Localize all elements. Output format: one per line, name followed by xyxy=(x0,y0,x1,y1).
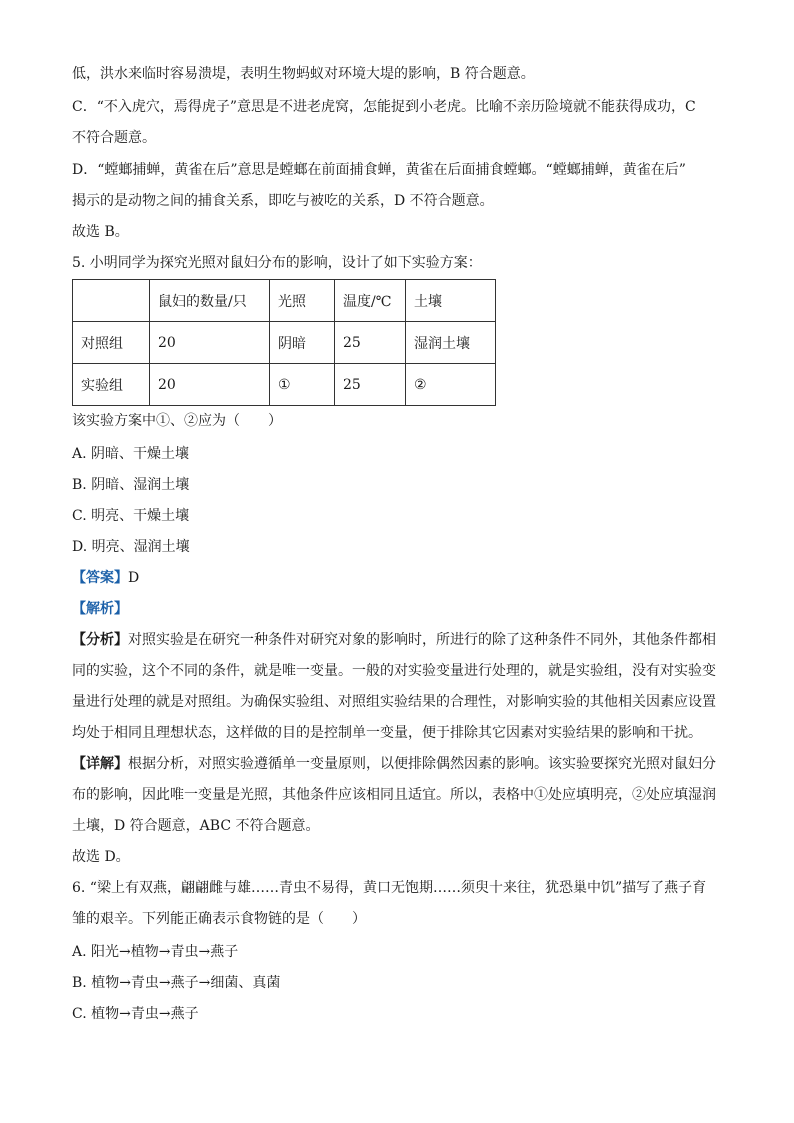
option-b: B. 阴暗、湿润土壤 xyxy=(72,477,190,493)
paragraph-line: 同的实验，这个不同的条件，就是唯一变量。一般的对实验变量进行处理的，就是实验组，没有对实验变 xyxy=(72,663,716,679)
table-cell: 实验组 xyxy=(73,364,150,406)
experiment-table xyxy=(72,279,496,406)
table-cell: 对照组 xyxy=(73,322,150,364)
table-header-cell: 温度/℃ xyxy=(335,280,406,322)
paragraph-line: 低，洪水来临时容易溃堤，表明生物蚂蚁对环境大堤的影响，B 符合题意。 xyxy=(72,66,535,82)
question-5-prompt: 该实验方案中①、②应为（ ） xyxy=(72,413,282,429)
fenxi-label: 【分析】 xyxy=(72,632,128,648)
option-c: C. 明亮、干燥土壤 xyxy=(72,508,190,524)
table-row xyxy=(73,364,496,406)
xiangjie-text: 根据分析，对照实验遵循单一变量原则，以便排除偶然因素的影响。该实验要探究光照对鼠妇分 xyxy=(128,756,716,772)
option-d: D. 明亮、湿润土壤 xyxy=(72,539,190,555)
table-cell: ① xyxy=(270,364,335,406)
table-header-cell: 土壤 xyxy=(406,280,496,322)
paragraph-line: 不符合题意。 xyxy=(72,130,156,146)
option-c: C. 植物→青虫→燕子 xyxy=(72,1006,199,1022)
table-header-row xyxy=(73,280,496,322)
table-cell: 20 xyxy=(150,364,270,406)
analysis-heading xyxy=(72,599,732,619)
question-6-stem-cont: 雏的艰辛。下列能正确表示食物链的是（ ） xyxy=(72,911,366,927)
table-cell: 阴暗 xyxy=(270,322,335,364)
table-cell: 20 xyxy=(150,322,270,364)
fenxi-line xyxy=(72,630,732,650)
option-c-explanation: C．“不入虎穴，焉得虎子”意思是不进老虎窝，怎能捉到小老虎。比喻不亲历险境就不能获得成功，C xyxy=(72,99,696,115)
table-header-cell: 光照 xyxy=(270,280,335,322)
xiangjie-label: 【详解】 xyxy=(72,756,128,772)
question-6-stem: 6. “梁上有双燕，翩翩雌与雄……青虫不易得，黄口无饱期……须臾十来往，犹恐巢中饥”描写了燕子育 xyxy=(72,880,707,896)
answer-line xyxy=(72,568,732,588)
table-cell: 25 xyxy=(335,322,406,364)
option-a: A. 阳光→植物→青虫→燕子 xyxy=(72,944,239,960)
analysis-label: 【解析】 xyxy=(72,601,128,617)
table-header-cell: 鼠妇的数量/只 xyxy=(150,280,270,322)
paragraph-line: 土壤，D 符合题意，ABC 不符合题意。 xyxy=(72,818,320,834)
table-header-cell xyxy=(73,280,150,322)
table-cell: ② xyxy=(406,364,496,406)
table-cell: 湿润土壤 xyxy=(406,322,496,364)
paragraph-line: 布的影响，因此唯一变量是光照，其他条件应该相同且适宜。所以，表格中①处应填明亮，②处应填湿润 xyxy=(72,787,716,803)
paragraph-line: 量进行处理的就是对照组。为确保实验组、对照组实验结果的合理性，对影响实验的其他相关因素应设置 xyxy=(72,694,716,710)
conclusion-line: 故选 D。 xyxy=(72,849,130,865)
xiangjie-line xyxy=(72,754,732,774)
question-5-stem: 5. 小明同学为探究光照对鼠妇分布的影响，设计了如下实验方案： xyxy=(72,255,482,271)
fenxi-text: 对照实验是在研究一种条件对研究对象的影响时，所进行的除了这种条件不同外，其他条件都相 xyxy=(128,632,716,648)
answer-label: 【答案】 xyxy=(72,570,128,586)
paragraph-line: 均处于相同且理想状态，这样做的目的是控制单一变量，便于排除其它因素对实验结果的影响和干扰。 xyxy=(72,725,702,741)
table-cell: 25 xyxy=(335,364,406,406)
option-a: A. 阴暗、干燥土壤 xyxy=(72,446,190,462)
paragraph-line: 揭示的是动物之间的捕食关系，即吃与被吃的关系，D 不符合题意。 xyxy=(72,193,494,209)
table-row xyxy=(73,322,496,364)
option-d-explanation: D．“螳螂捕蝉，黄雀在后”意思是螳螂在前面捕食蝉，黄雀在后面捕食螳螂。“螳螂捕蝉，黄雀在后” xyxy=(72,162,686,178)
conclusion-line: 故选 B。 xyxy=(72,224,129,240)
option-b: B. 植物→青虫→燕子→细菌、真菌 xyxy=(72,975,281,991)
answer-value: D xyxy=(128,570,140,586)
